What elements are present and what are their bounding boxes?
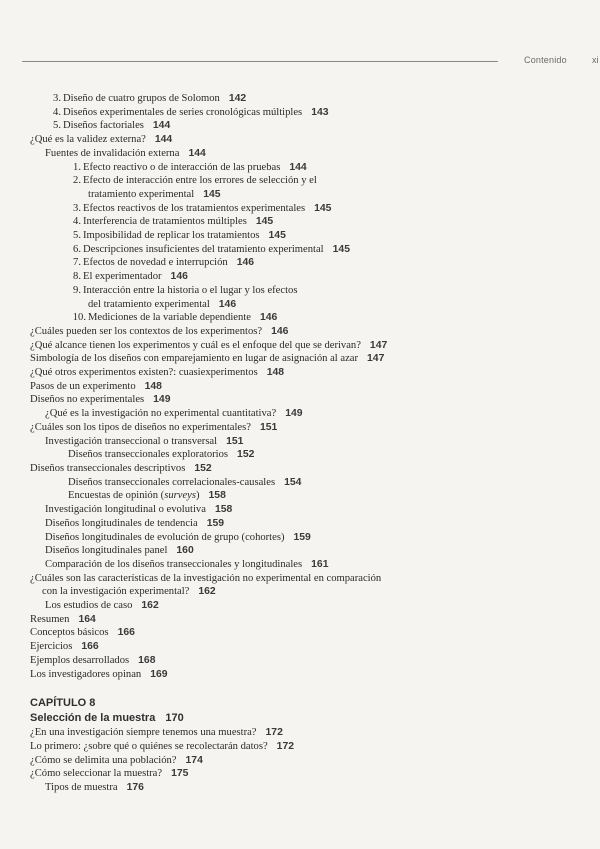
toc-entry-title: Ejercicios xyxy=(30,641,73,653)
toc-entry-page: 154 xyxy=(284,476,302,488)
toc-entry[interactable] xyxy=(0,599,600,613)
toc-entry[interactable] xyxy=(0,325,600,339)
toc-entry-page: 164 xyxy=(78,613,96,625)
toc-entry[interactable] xyxy=(0,654,600,668)
toc-entry[interactable] xyxy=(0,767,600,781)
toc-entry[interactable] xyxy=(0,626,600,640)
toc-entry-page: 176 xyxy=(126,782,144,794)
toc-entry[interactable] xyxy=(0,256,600,270)
toc-entry-page: 161 xyxy=(311,558,329,570)
toc-entry-number: 1. xyxy=(73,161,81,173)
toc-entry-title: ¿Qué alcance tienen los experimentos y cuál es el enfoque del que se derivan? xyxy=(30,339,361,351)
toc-entry-title: Mediciones de la variable dependiente xyxy=(88,312,251,324)
toc-entry-title: Efecto de interacción entre los errores de selección y el xyxy=(83,175,317,187)
toc-entry-title: Conceptos básicos xyxy=(30,627,109,639)
toc-entry-title: ¿Qué otros experimentos existen?: cuasiexperimentos xyxy=(30,367,258,379)
toc-entry[interactable] xyxy=(0,531,600,545)
toc-entry[interactable] xyxy=(0,572,600,586)
toc-entry-page: 147 xyxy=(369,339,388,351)
toc-entry[interactable] xyxy=(0,640,600,654)
toc-entry-page: 166 xyxy=(81,641,99,653)
toc-entry-title: Tipos de muestra xyxy=(45,782,118,794)
toc-entry-page: 158 xyxy=(208,490,226,502)
toc-entry-title: El experimentador xyxy=(83,271,162,283)
toc-entry[interactable] xyxy=(0,215,600,229)
toc-entry-page: 162 xyxy=(141,600,159,612)
table-of-contents xyxy=(0,92,600,795)
toc-entry-page: 142 xyxy=(228,93,247,104)
toc-entry-title: Ejemplos desarrollados xyxy=(30,654,130,666)
toc-entry-title: Investigación transeccional o transversal xyxy=(45,435,218,447)
toc-entry-title: Investigación longitudinal o evolutiva xyxy=(45,504,206,516)
chapter-title-text: Selección de la muestra xyxy=(30,712,156,725)
toc-entry-title: Encuestas de opinión (surveys) xyxy=(68,490,200,502)
toc-entry-number: 5. xyxy=(73,230,81,242)
toc-entry-page: 162 xyxy=(198,586,216,598)
toc-entry[interactable] xyxy=(0,503,600,517)
toc-entry-number: 4. xyxy=(53,106,61,118)
toc-entry-page: 158 xyxy=(214,504,233,516)
toc-entry-page: 169 xyxy=(150,668,168,680)
toc-list-chapter-8 xyxy=(0,726,600,795)
toc-entry[interactable] xyxy=(0,668,600,682)
toc-entry-number: 2. xyxy=(73,175,81,187)
toc-entry[interactable] xyxy=(0,174,600,188)
toc-entry-page: 166 xyxy=(117,627,135,639)
toc-entry[interactable] xyxy=(0,740,600,754)
toc-entry[interactable] xyxy=(0,119,600,133)
toc-entry-title: Diseños longitudinales panel xyxy=(45,545,168,557)
chapter-title xyxy=(0,711,600,726)
toc-entry[interactable] xyxy=(0,781,600,795)
toc-entry-page: 152 xyxy=(194,462,212,474)
toc-entry-page: 149 xyxy=(153,394,171,406)
toc-entry-page: 146 xyxy=(259,312,278,324)
toc-entry[interactable] xyxy=(0,585,600,599)
toc-entry[interactable] xyxy=(0,188,600,202)
toc-entry-page: 143 xyxy=(311,106,329,118)
toc-entry-page: 144 xyxy=(152,120,171,132)
toc-entry-number: 3. xyxy=(73,202,81,214)
toc-entry-number: 7. xyxy=(73,257,81,269)
toc-entry[interactable] xyxy=(0,393,600,407)
toc-entry[interactable] xyxy=(0,339,600,353)
toc-entry-page: 146 xyxy=(218,298,237,310)
toc-entry-title: Diseños experimentales de series cronológicas múltiples xyxy=(63,106,303,118)
toc-entry-title: Simbología de los diseños con emparejamiento en lugar de asignación al azar xyxy=(30,353,359,365)
toc-entry-title: con la investigación experimental? xyxy=(42,586,190,598)
toc-entry-title: Interferencia de tratamientos múltiples xyxy=(83,216,247,228)
toc-entry[interactable] xyxy=(0,366,600,380)
toc-entry-page: 159 xyxy=(293,531,311,543)
toc-entry-title: Diseños factoriales xyxy=(63,120,144,132)
toc-entry-number: 9. xyxy=(73,284,81,296)
toc-entry-title: Descripciones insuficientes del tratamiento experimental xyxy=(83,243,324,255)
toc-entry-title: ¿Cuáles son las características de la investigación no experimental en comparación xyxy=(30,572,382,584)
toc-entry-title: Resumen xyxy=(30,613,70,625)
toc-entry-number: 8. xyxy=(73,271,81,283)
toc-entry-page: 175 xyxy=(171,768,189,780)
toc-entry-title: ¿Qué es la investigación no experimental cuantitativa? xyxy=(45,408,277,420)
toc-entry-page: 145 xyxy=(268,230,286,242)
toc-entry-title: Diseños no experimentales xyxy=(30,394,145,406)
toc-entry[interactable] xyxy=(0,92,600,106)
toc-entry[interactable] xyxy=(0,284,600,298)
toc-entry-number: 10. xyxy=(72,312,86,324)
toc-entry-page: 146 xyxy=(236,257,255,269)
toc-entry-page: 151 xyxy=(259,421,278,433)
toc-entry-title: Comparación de los diseños transeccionales y longitudinales xyxy=(45,558,303,570)
chapter-label: CAPÍTULO 8 xyxy=(30,697,96,710)
toc-entry-number: 6. xyxy=(73,243,81,255)
toc-entry-page: 149 xyxy=(285,408,303,420)
toc-entry-title: Lo primero: ¿sobre qué o quiénes se recolectarán datos? xyxy=(30,740,268,752)
running-header-section: Contenido xyxy=(524,55,567,65)
toc-entry-page: 147 xyxy=(367,353,385,365)
toc-entry-title: ¿En una investigación siempre tenemos una muestra? xyxy=(30,727,257,739)
toc-entry-title: del tratamiento experimental xyxy=(88,298,210,310)
toc-entry[interactable] xyxy=(0,147,600,161)
toc-entry-page: 145 xyxy=(332,243,350,255)
toc-entry-title: ¿Cuáles son los tipos de diseños no experimentales? xyxy=(30,421,251,433)
toc-entry[interactable] xyxy=(0,270,600,284)
toc-entry[interactable] xyxy=(0,311,600,325)
header-rule xyxy=(22,61,498,62)
toc-entry-number: 4. xyxy=(73,216,81,228)
toc-entry-title: Diseño de cuatro grupos de Solomon xyxy=(63,93,220,104)
toc-entry[interactable] xyxy=(0,435,600,449)
toc-entry-title: Interacción entre la historia o el lugar y los efectos xyxy=(83,284,298,296)
toc-entry[interactable] xyxy=(0,161,600,175)
toc-entry[interactable] xyxy=(0,558,600,572)
toc-entry-title: Los estudios de caso xyxy=(45,600,133,612)
toc-entry[interactable] xyxy=(0,352,600,366)
toc-entry[interactable] xyxy=(0,202,600,216)
toc-entry-page: 148 xyxy=(266,367,285,379)
toc-entry-page: 152 xyxy=(237,449,255,461)
toc-entry[interactable] xyxy=(0,726,600,740)
toc-entry-title: Los investigadores opinan xyxy=(30,668,142,680)
toc-entry[interactable] xyxy=(0,517,600,531)
toc-entry-page: 144 xyxy=(188,147,206,159)
toc-entry-page: 160 xyxy=(176,545,194,557)
toc-entry-title: Diseños longitudinales de tendencia xyxy=(45,517,198,529)
toc-entry[interactable] xyxy=(0,229,600,243)
toc-entry-page: 146 xyxy=(271,325,289,337)
toc-entry-title: Diseños transeccionales exploratorios xyxy=(68,449,229,461)
toc-entry[interactable] xyxy=(0,133,600,147)
toc-entry-title: Efectos de novedad e interrupción xyxy=(83,257,228,269)
toc-entry-title: Diseños transeccionales correlacionales-causales xyxy=(68,476,276,488)
toc-entry-page: 145 xyxy=(203,188,221,200)
toc-entry[interactable] xyxy=(0,421,600,435)
toc-entry-number: 3. xyxy=(53,93,61,104)
toc-entry-page: 168 xyxy=(138,654,156,666)
chapter-page-number: 170 xyxy=(165,712,184,725)
toc-entry-title: Efecto reactivo o de interacción de las pruebas xyxy=(83,161,281,173)
toc-entry[interactable] xyxy=(0,407,600,421)
toc-entry-page: 159 xyxy=(206,517,225,529)
toc-entry-page: 145 xyxy=(314,202,332,214)
toc-entry-page: 172 xyxy=(265,727,283,739)
toc-entry-title: Diseños longitudinales de evolución de grupo (cohortes) xyxy=(45,531,285,543)
toc-entry-page: 174 xyxy=(185,754,203,766)
toc-entry[interactable] xyxy=(0,298,600,312)
toc-entry-page: 146 xyxy=(170,271,188,283)
toc-list-chapter-7 xyxy=(0,92,600,681)
toc-entry[interactable] xyxy=(0,243,600,257)
toc-entry[interactable] xyxy=(0,754,600,768)
toc-entry[interactable] xyxy=(0,544,600,558)
toc-entry-title: ¿Cómo seleccionar la muestra? xyxy=(30,768,163,780)
toc-entry[interactable] xyxy=(0,106,600,120)
toc-entry-title: ¿Cuáles pueden ser los contextos de los experimentos? xyxy=(30,325,263,337)
toc-entry[interactable] xyxy=(0,476,600,490)
toc-entry[interactable] xyxy=(0,489,600,503)
toc-entry-number: 5. xyxy=(53,120,61,132)
toc-entry-page: 144 xyxy=(154,134,173,146)
toc-entry-page: 151 xyxy=(226,435,244,447)
toc-entry-page: 172 xyxy=(276,740,295,752)
toc-entry-title: ¿Cómo se delimita una población? xyxy=(30,754,177,766)
toc-entry-title: Pasos de un experimento xyxy=(30,380,136,392)
toc-entry[interactable] xyxy=(0,462,600,476)
toc-entry-title: Imposibilidad de replicar los tratamientos xyxy=(83,230,260,242)
toc-entry[interactable] xyxy=(0,613,600,627)
toc-entry-title: Fuentes de invalidación externa xyxy=(45,147,180,159)
toc-entry[interactable] xyxy=(0,448,600,462)
toc-entry-title: Efectos reactivos de los tratamientos experimentales xyxy=(83,202,306,214)
running-header-folio: xi xyxy=(592,55,599,65)
toc-entry-title: Diseños transeccionales descriptivos xyxy=(30,462,186,474)
toc-entry-page: 148 xyxy=(144,380,162,392)
toc-entry-page: 145 xyxy=(255,216,274,228)
toc-entry-page: 144 xyxy=(289,161,307,173)
toc-entry-title: ¿Qué es la validez externa? xyxy=(30,134,146,146)
toc-entry-title: tratamiento experimental xyxy=(88,188,195,200)
toc-entry[interactable] xyxy=(0,380,600,394)
